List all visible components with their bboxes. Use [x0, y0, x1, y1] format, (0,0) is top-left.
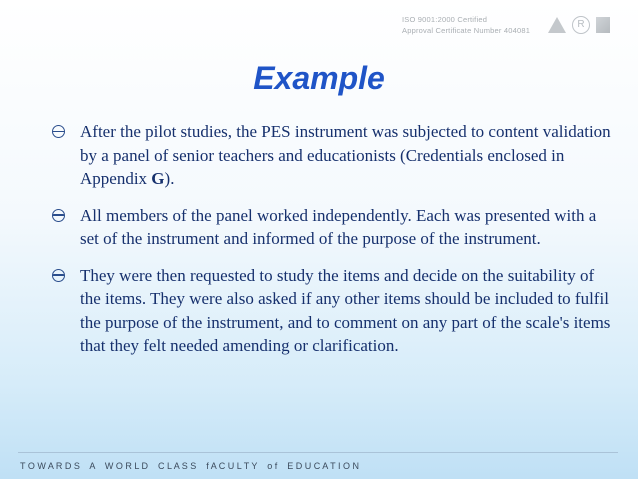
cert-line-2: Approval Certificate Number 404081 — [402, 26, 531, 35]
slide-title: Example — [253, 60, 385, 96]
cert-line-1: ISO 9001:2000 Certified — [402, 15, 488, 24]
certification-logos — [548, 16, 610, 34]
bullet-item — [52, 264, 612, 358]
bullet-text-end: ). — [164, 169, 175, 188]
bullet-item — [52, 120, 612, 191]
bullet-item — [52, 204, 612, 251]
footer-tagline: T O W A R D S A W O R L D C L A S S f A C U L T Y o f E D U C A T I O N — [20, 461, 359, 471]
certification-text — [402, 14, 562, 36]
bullet-text: After the pilot studies, the PES instrument was subjected to content validation by a panel of senior teachers and educationists (Credentials enclosed in Appendix — [80, 122, 611, 188]
bullet-circle-icon — [52, 269, 65, 282]
appendix-letter: G — [151, 169, 165, 188]
bullet-text: They were then requested to study the items and decide on the suitability of the items. They were also asked if any other items should be included to fulfil the purpose of the instrument, and to comment on any part of the scale's items that they felt needed amending or clarification. — [80, 265, 611, 355]
registered-seal-icon: R — [572, 16, 590, 34]
cube-logo-icon — [596, 17, 610, 33]
bullet-text: All members of the panel worked independently. Each was presented with a set of the instrument and informed of the purpose of the instrument. — [80, 205, 597, 248]
triangle-logo-icon — [548, 17, 566, 33]
footer-divider — [18, 452, 618, 453]
bullet-circle-icon — [52, 125, 65, 138]
bullet-circle-icon — [52, 209, 65, 222]
bullet-list — [52, 120, 612, 371]
